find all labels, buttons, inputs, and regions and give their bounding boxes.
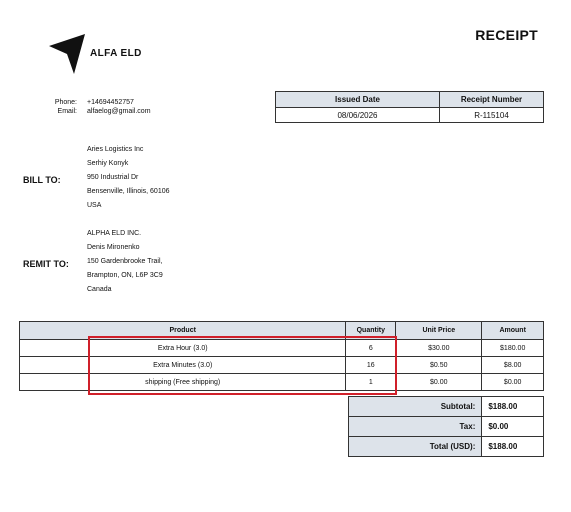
email-label: Email: (57, 108, 77, 115)
brand-name: ALFA ELD (90, 48, 142, 59)
subtotal-value: $188.00 (482, 397, 544, 417)
phone-value: +14694452757 (87, 99, 134, 106)
product-header: Product (20, 322, 346, 340)
table-row (20, 340, 544, 357)
unit-price-cell: $30.00 (396, 340, 482, 357)
totals-table (348, 396, 544, 457)
amount-cell: $8.00 (482, 357, 544, 374)
remit-to-line: Canada (87, 286, 112, 293)
bill-to-line: USA (87, 202, 102, 209)
product-cell: Extra Hour (3.0) (20, 340, 346, 357)
tax-label: Tax: (349, 417, 482, 437)
bill-to-line: Aries Logistics Inc (87, 146, 144, 153)
issued-date-value: 08/06/2026 (276, 108, 440, 123)
remit-to-line: 150 Gardenbrooke Trail, (87, 258, 163, 265)
products-header-row (20, 322, 544, 340)
remit-to-line: Brampton, ON, L6P 3C9 (87, 272, 163, 279)
phone-label: Phone: (54, 99, 77, 106)
remit-to-line: ALPHA ELD INC. (87, 230, 142, 237)
total-row (349, 437, 544, 457)
unit-price-cell: $0.00 (396, 374, 482, 391)
amount-cell: $180.00 (482, 340, 544, 357)
remit-to-address (87, 227, 163, 297)
contact-info (0, 98, 200, 122)
quantity-cell: 16 (346, 357, 396, 374)
bill-to-line: Serhiy Konyk (87, 160, 129, 167)
bill-to-address (87, 143, 170, 213)
subtotal-row (349, 397, 544, 417)
quantity-header: Quantity (346, 322, 396, 340)
bill-to-label: BILL TO: (23, 175, 61, 185)
issued-date-header: Issued Date (276, 92, 440, 108)
tax-row (349, 417, 544, 437)
amount-header: Amount (482, 322, 544, 340)
remit-to-line: Denis Mironenko (87, 244, 140, 251)
product-cell: shipping (Free shipping) (20, 374, 346, 391)
email-value: alfaelog@gmail.com (87, 108, 151, 115)
subtotal-label: Subtotal: (349, 397, 482, 417)
product-cell: Extra Minutes (3.0) (20, 357, 346, 374)
bill-to-line: 950 Industrial Dr (87, 174, 139, 181)
quantity-cell: 1 (346, 374, 396, 391)
tax-value: $0.00 (482, 417, 544, 437)
total-value: $188.00 (482, 437, 544, 457)
products-table (19, 321, 544, 391)
table-row (20, 357, 544, 374)
quantity-cell: 6 (346, 340, 396, 357)
document-title: RECEIPT (475, 27, 538, 43)
receipt-number-value: R-115104 (440, 108, 544, 123)
unit-price-cell: $0.50 (396, 357, 482, 374)
alfa-eld-logo-icon (49, 34, 85, 74)
receipt-number-header: Receipt Number (440, 92, 544, 108)
total-label: Total (USD): (349, 437, 482, 457)
bill-to-line: Bensenville, Illinois, 60106 (87, 188, 170, 195)
remit-to-label: REMIT TO: (23, 259, 69, 269)
amount-cell: $0.00 (482, 374, 544, 391)
issued-info-table (275, 91, 544, 123)
unit-price-header: Unit Price (396, 322, 482, 340)
table-row (20, 374, 544, 391)
